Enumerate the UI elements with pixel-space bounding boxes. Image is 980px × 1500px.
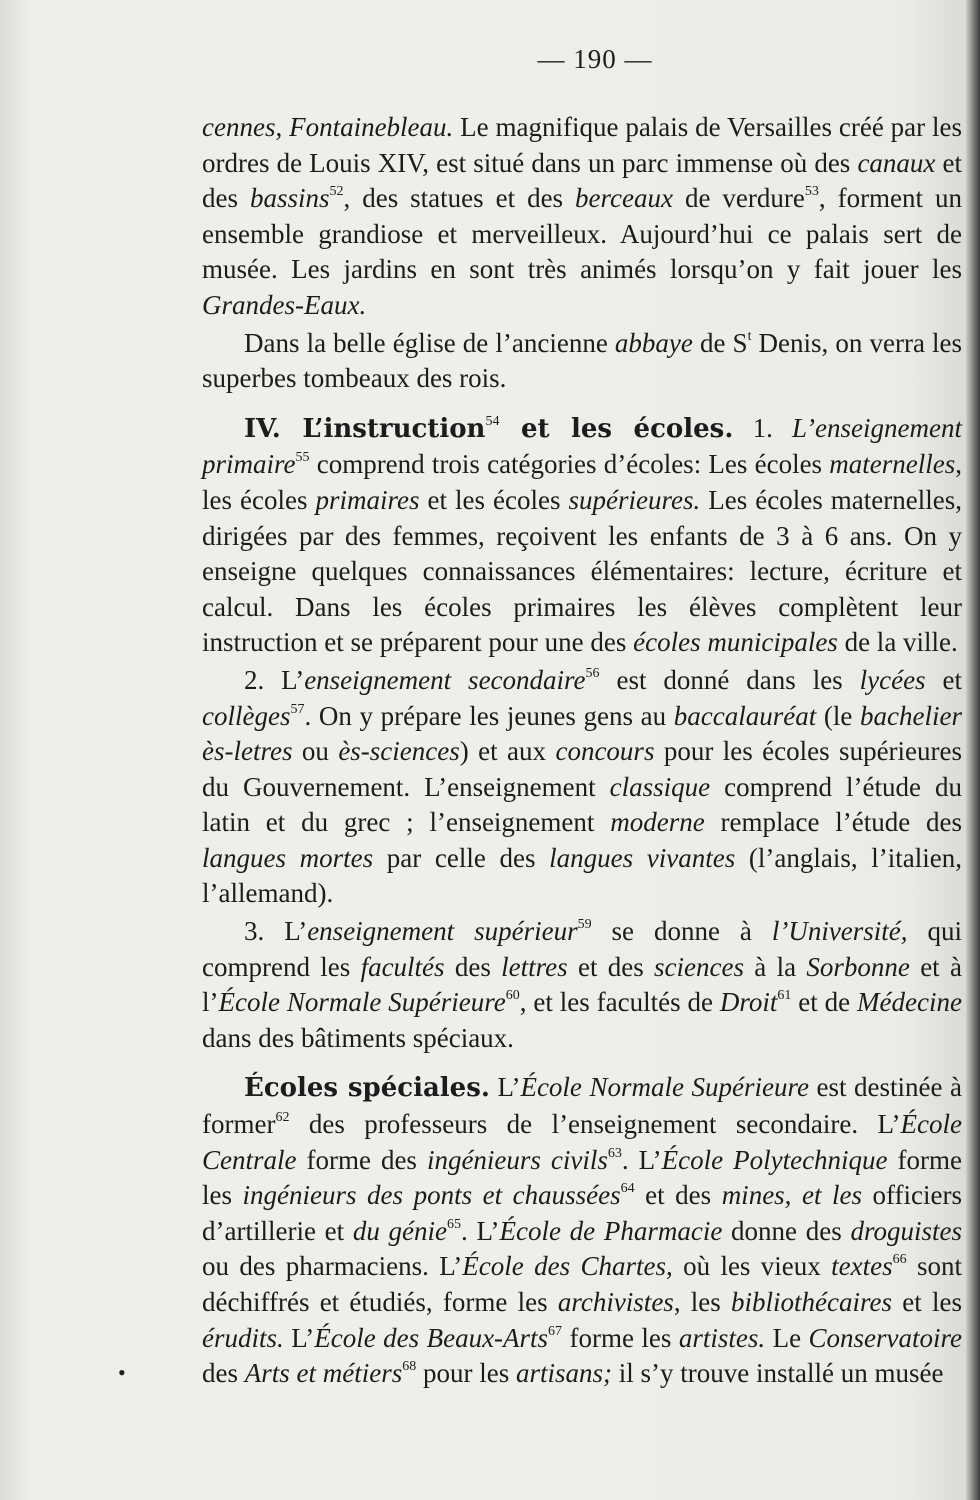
text-run: Dans la belle église de l’ancienne (244, 327, 615, 358)
italic-term: bibliothécaires (731, 1287, 893, 1317)
text-run: se donne à (591, 916, 772, 947)
footnote-ref: 65 (447, 1216, 462, 1232)
footnote-ref: t (747, 328, 752, 344)
paragraph-special-schools (202, 1070, 962, 1391)
text-run: des professeurs de l’enseignement secondaire. L’ (289, 1109, 901, 1140)
text-run: . On y prépare les jeunes gens au (304, 700, 674, 731)
text-run: 3. L’ (244, 916, 308, 947)
italic-term: L’enseignement primaire (202, 412, 962, 480)
italic-term: sciences (654, 951, 744, 982)
italic-term: textes (831, 1251, 893, 1282)
footnote-ref: 59 (577, 917, 592, 933)
italic-term: Conservatoire (808, 1322, 962, 1353)
italic-term: École Centrale (202, 1109, 962, 1175)
italic-term: érudits. (202, 1322, 284, 1353)
italic-term: lycées (859, 664, 926, 695)
footnote-ref: 56 (585, 665, 600, 681)
italic-term: École de Pharmacie (499, 1215, 723, 1246)
text-run: des (202, 1358, 245, 1389)
italic-term: École Polytechnique (661, 1144, 888, 1175)
text-run: forme les (562, 1322, 679, 1353)
italic-term: écoles municipales (633, 627, 838, 658)
text-run: et les (892, 1287, 962, 1317)
italic-term: Médecine (857, 987, 962, 1018)
italic-term: Arts et métiers (244, 1358, 403, 1389)
footnote-ref: 57 (290, 701, 305, 717)
paragraph-saint-denis (202, 326, 962, 397)
italic-term: Droit (719, 987, 778, 1018)
footnote-ref: 60 (505, 988, 520, 1004)
italic-term: enseignement secondaire (304, 664, 586, 695)
italic-term: artistes. (678, 1322, 766, 1353)
text-run: ou des pharmaciens. L’ (202, 1251, 463, 1282)
italic-term: moderne (610, 807, 705, 838)
italic-term: collèges (202, 700, 291, 731)
italic-term: du génie (352, 1215, 448, 1246)
text-run: (l’anglais, l’italien, l’allemand). (202, 842, 962, 909)
italic-term: ès-sciences (338, 736, 460, 767)
italic-term: École des Chartes, (462, 1251, 673, 1282)
text-run: où les vieux (672, 1251, 832, 1282)
text-run: pour les écoles supérieures du Gouvernement. L’enseignement (202, 736, 963, 802)
italic-term: canaux (857, 147, 936, 178)
italic-term: lettres (501, 951, 568, 982)
footnote-ref: 63 (607, 1145, 622, 1161)
text-run: , des statues et des (343, 183, 576, 214)
italic-term: ingénieurs civils (426, 1144, 608, 1175)
page-number: — 190 — (537, 44, 653, 74)
text-run: , les (673, 1287, 732, 1317)
footnote-ref: 53 (804, 184, 819, 200)
paragraph-gardens (202, 110, 962, 324)
text-run: , forment un ensemble grandiose et merveilleux. Aujourd’hui ce palais sert de musée. Les jardins en sont très animés lorsqu’on y fait jouer les (202, 183, 963, 285)
text-run: il s’y trouve installé un musée (612, 1358, 944, 1389)
italic-term: langues mortes (202, 842, 374, 873)
text-run: comprend l’étude du latin et du grec ; l’enseignement (202, 771, 962, 838)
text-run: est destinée à former (202, 1072, 962, 1140)
italic-term: ingénieurs des ponts et chaussées (242, 1180, 621, 1211)
text-run: forme des (296, 1144, 427, 1175)
text-run: L’ (283, 1322, 315, 1353)
text-run: . L’ (461, 1215, 500, 1246)
italic-term: supérieures. (568, 484, 701, 515)
italic-term: enseignement supérieur (307, 916, 578, 947)
italic-term: Grandes-Eaux. (202, 289, 367, 320)
text-run: et à l’ (202, 951, 962, 1018)
text-run: 2. L’ (244, 664, 305, 695)
italic-term: bassins (249, 183, 330, 214)
text-run: pour les (416, 1358, 516, 1389)
text-run: qui comprend les (202, 916, 962, 982)
margin-mark: • (118, 1360, 126, 1385)
italic-term: Sorbonne (806, 951, 910, 982)
footnote-ref: 66 (892, 1252, 907, 1268)
italic-term: École Normale Supérieure (520, 1072, 809, 1103)
italic-term: droguistes (850, 1215, 962, 1246)
footnote-ref: 68 (402, 1359, 417, 1375)
paragraph-secondary-education (202, 663, 962, 912)
section-heading: Écoles spéciales. (244, 1073, 490, 1104)
text-run: et (925, 664, 962, 695)
italic-term: classique (609, 771, 711, 802)
footnote-ref: 62 (275, 1110, 290, 1126)
italic-term: École des Beaux-Arts (314, 1322, 549, 1353)
section-heading: IV. L’instruction (244, 413, 486, 444)
text-run: . L’ (621, 1144, 662, 1175)
text-run: et des (634, 1180, 722, 1211)
italic-term: baccalauréat (673, 700, 817, 731)
text-run: , les écoles (202, 449, 962, 515)
text-run: et des (567, 951, 655, 982)
footnote-ref: 67 (548, 1323, 563, 1339)
text-run: 1. (733, 412, 793, 443)
text-run: et de (791, 987, 858, 1018)
page-edge-shadow (966, 0, 980, 1500)
text-run: de S (692, 327, 748, 358)
footnote-ref: 52 (329, 184, 344, 200)
text-run: et les écoles (419, 484, 569, 515)
text-run: par celle des (373, 842, 550, 873)
footnote-ref: 54 (485, 413, 500, 429)
italic-term: concours (555, 736, 655, 767)
text-run: de la ville. (837, 627, 958, 658)
text-run: des (444, 951, 502, 982)
text-run: (le (816, 700, 861, 731)
italic-term: l’Université, (771, 916, 908, 947)
footnote-ref: 55 (295, 450, 310, 466)
text-run: Les écoles maternelles, dirigées par des femmes, reçoivent les enfants de 3 à 6 ans. On y enseigne quelques connaissances élémentaires: lecture, écriture et calcul. Dans les écoles primaires les élèves complètent leur instruction et se préparent pour une des (202, 484, 962, 658)
text-run: sont déchiffrés et étudiés, forme les (202, 1251, 962, 1317)
text-run: officiers d’artillerie et (202, 1180, 962, 1246)
text-run: ou (292, 736, 339, 767)
section-heading: et les écoles. (499, 413, 734, 444)
text-run: est donné dans les (599, 664, 860, 695)
footnote-ref: 64 (620, 1181, 635, 1197)
paragraph-higher-education (202, 914, 962, 1056)
body-text (202, 110, 962, 1392)
italic-term: facultés (360, 951, 445, 982)
italic-term: cennes, Fontainebleau. (202, 112, 454, 142)
text-run: L’ (489, 1072, 521, 1103)
text-run: donne des (722, 1215, 851, 1246)
text-run: , et les facultés de (519, 987, 720, 1018)
text-run: Le magnifique palais de Versailles créé par les ordres de Louis XIV, est situé dans un parc immense où des (202, 112, 962, 178)
text-run: remplace l’étude des (704, 807, 963, 838)
italic-term: bachelier ès-letres (202, 700, 962, 767)
text-run: et des (202, 147, 962, 214)
text-run: dans des bâtiments spéciaux. (202, 1022, 514, 1053)
text-run: forme les (202, 1144, 963, 1211)
text-run: comprend trois catégories d’écoles: Les écoles (309, 449, 830, 480)
text-run: à la (744, 951, 807, 982)
text-run: Le (765, 1322, 809, 1353)
italic-term: berceaux (575, 183, 673, 214)
italic-term: École Normale Supérieure (218, 987, 506, 1018)
text-run: ) et aux (459, 736, 556, 767)
text-run: de verdure (672, 183, 805, 214)
italic-term: abbaye (614, 327, 693, 358)
paragraph-primary-education (202, 411, 962, 661)
footnote-ref: 61 (777, 988, 792, 1004)
italic-term: artisans; (515, 1358, 612, 1389)
italic-term: primaires (315, 484, 420, 515)
italic-term: maternelles (829, 449, 956, 480)
italic-term: langues vivantes (549, 842, 736, 873)
italic-term: archivistes (557, 1287, 674, 1317)
text-run: Denis, on verra les superbes tombeaux des rois. (202, 327, 963, 394)
italic-term: mines, et les (721, 1180, 862, 1211)
